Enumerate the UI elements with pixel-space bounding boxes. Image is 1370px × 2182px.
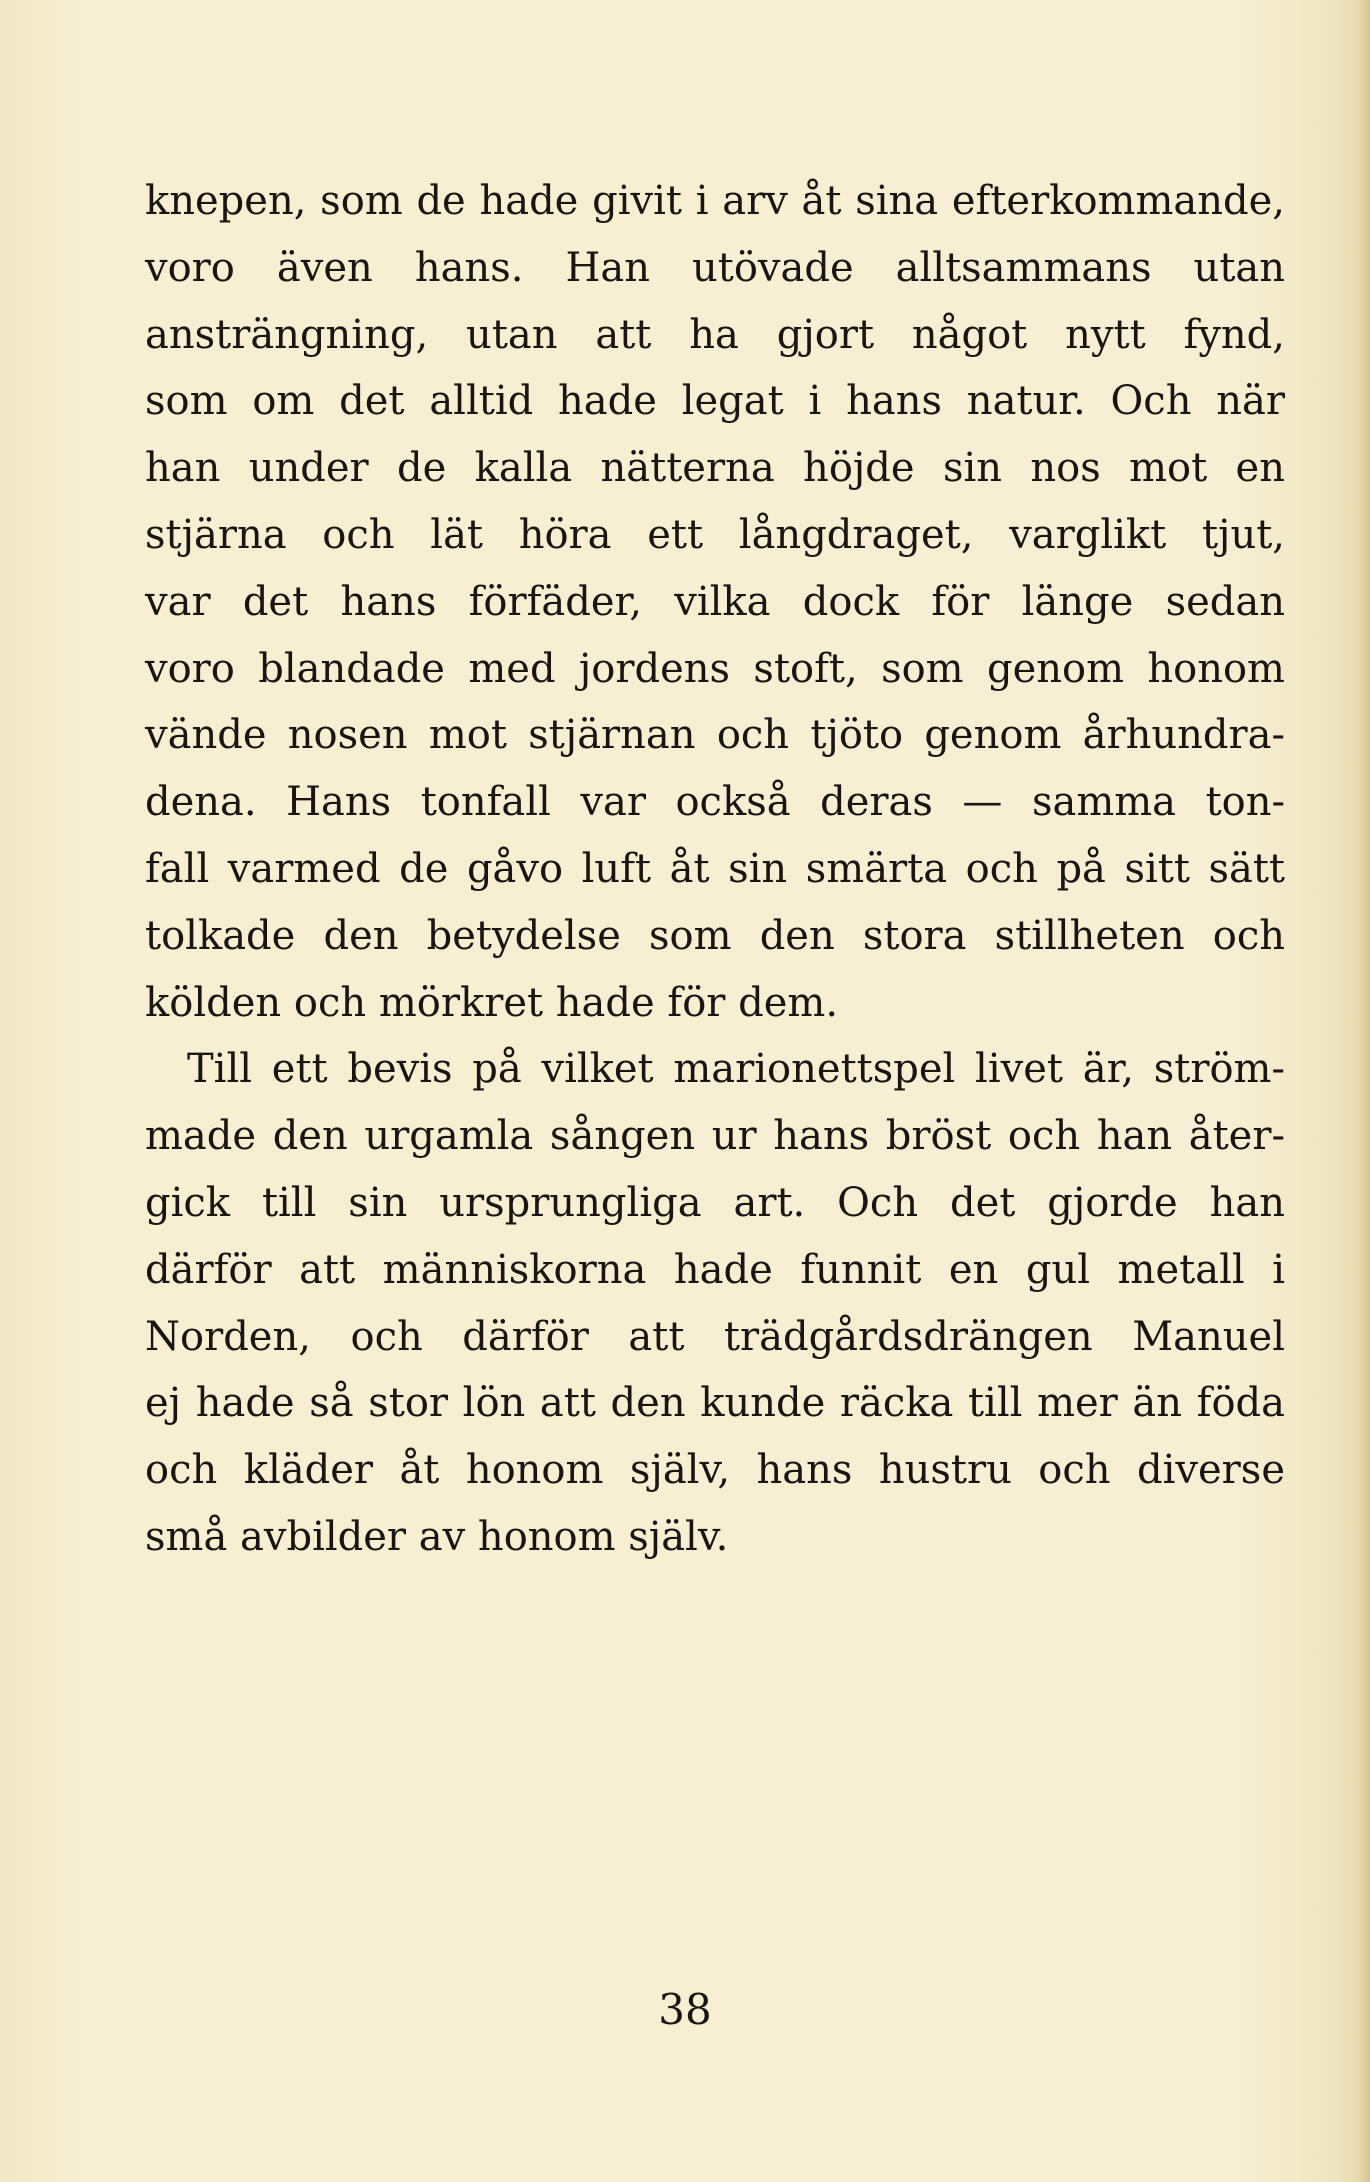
text-line: kölden och mörkret hade för dem. — [145, 979, 839, 1026]
paragraph-1 — [145, 168, 1285, 1036]
page-edge-shadow — [1356, 0, 1370, 2182]
text-line: små avbilder av honom själv. — [145, 1513, 729, 1560]
text-line: Norden, och därför att trädgårdsdrängen Manuel — [145, 1313, 1285, 1360]
text-line: tolkade den betydelse som den stora stillheten och — [145, 912, 1285, 959]
text-line: han under de kalla nätterna höjde sin nos mot en — [145, 445, 1285, 492]
text-line: gick till sin ursprungliga art. Och det gjorde han — [145, 1179, 1285, 1226]
text-line: som om det alltid hade legat i hans natur. Och när — [145, 378, 1285, 425]
body-text — [145, 168, 1285, 1571]
text-line: vände nosen mot stjärnan och tjöto genom århundra- — [145, 712, 1285, 759]
text-line: dena. Hans tonfall var också deras — samma ton- — [145, 779, 1285, 826]
text-line: ansträngning, utan att ha gjort något nytt fynd, — [145, 311, 1285, 358]
text-line: ej hade så stor lön att den kunde räcka till mer än föda — [145, 1380, 1285, 1427]
text-line: stjärna och lät höra ett långdraget, varglikt tjut, — [145, 511, 1285, 558]
text-line: voro blandade med jordens stoft, som genom honom — [145, 645, 1285, 692]
text-line: fall varmed de gåvo luft åt sin smärta och på sitt sätt — [145, 845, 1285, 892]
text-line: voro även hans. Han utövade alltsammans utan — [145, 244, 1285, 291]
text-line: knepen, som de hade givit i arv åt sina efterkommande, — [145, 178, 1285, 224]
text-line: därför att människorna hade funnit en gul metall i — [145, 1246, 1285, 1293]
page-number: 38 — [658, 1985, 712, 2034]
text-line: made den urgamla sången ur hans bröst och han åter- — [145, 1113, 1285, 1160]
text-line: och kläder åt honom själv, hans hustru och diverse — [145, 1447, 1285, 1494]
paragraph-2 — [145, 1036, 1285, 1570]
text-line: var det hans förfäder, vilka dock för länge sedan — [145, 578, 1285, 625]
text-line: Till ett bevis på vilket marionettspel livet är, ström- — [187, 1046, 1285, 1093]
